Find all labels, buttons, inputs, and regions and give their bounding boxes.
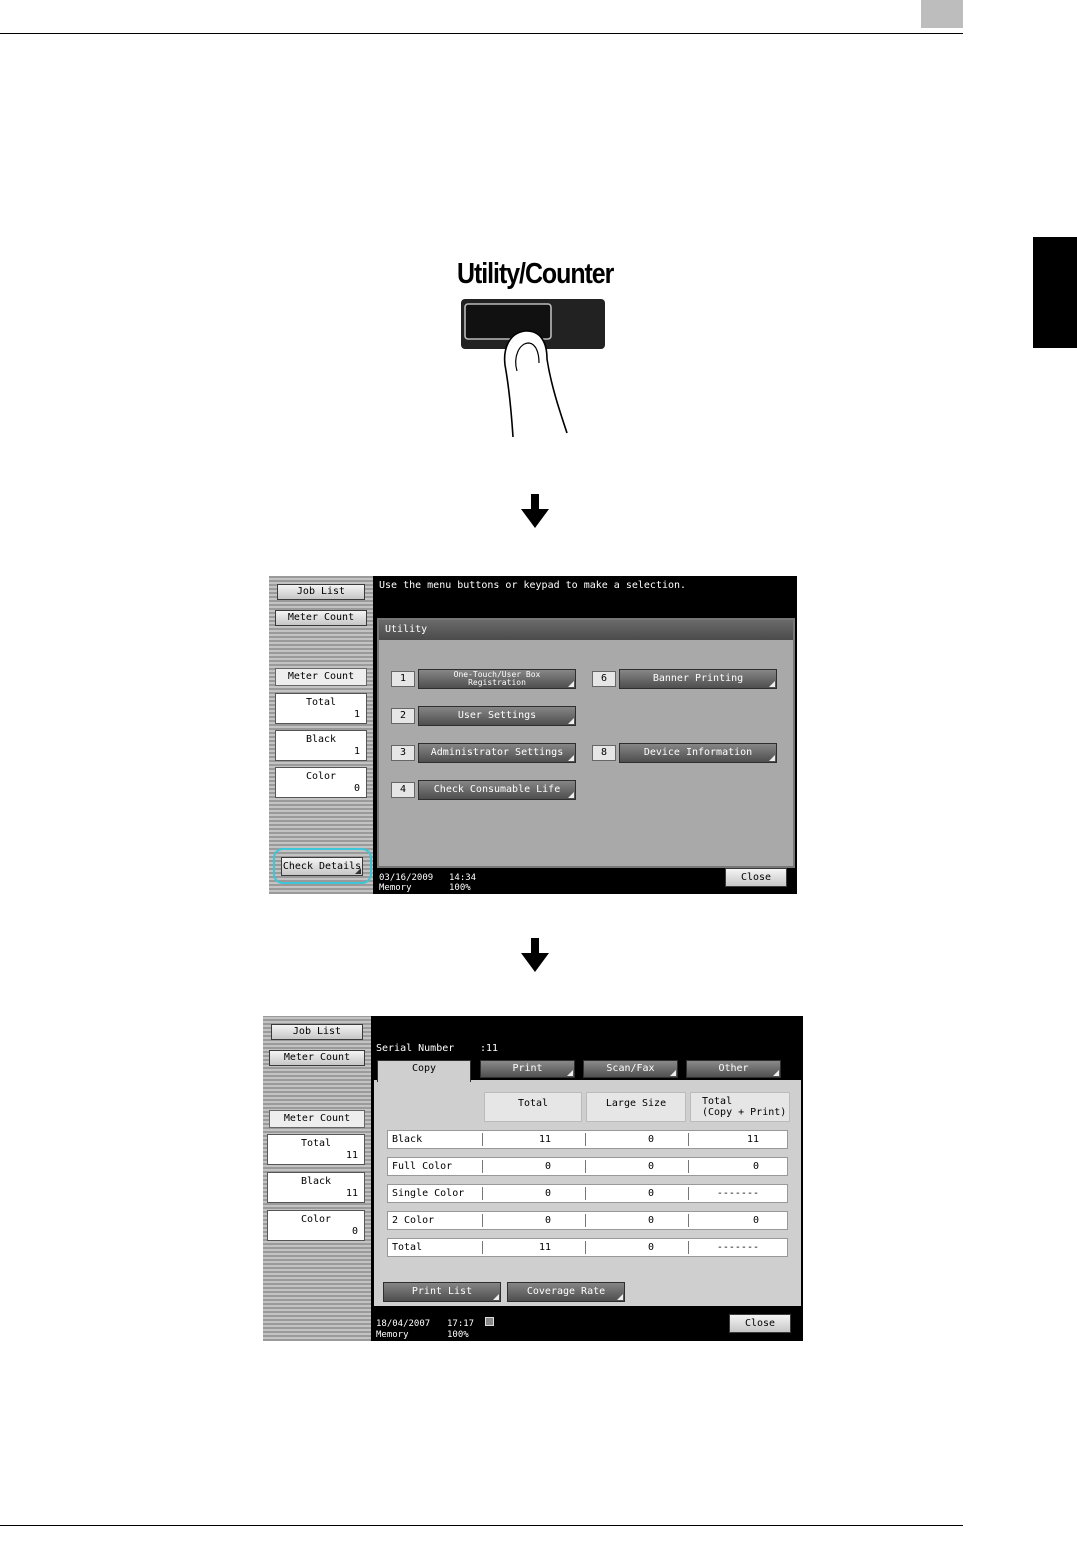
menu-number: 2 [391,708,415,724]
column-header-line2: (Copy + Print) [702,1107,787,1118]
cell-large-size: 0 [647,1242,654,1253]
finger-press-key-icon [455,297,615,439]
counter-black [267,1172,365,1203]
counter-label: Black [300,1176,332,1187]
print-list-button[interactable]: Print List [383,1282,501,1302]
down-arrow-icon [521,938,549,974]
row-label: Total [392,1242,423,1253]
chapter-tab [1033,237,1077,348]
user-settings-button[interactable]: User Settings [418,706,576,726]
counter-label: Black [305,734,337,745]
meter-count-header: Meter Count [275,668,367,686]
cell-large-size: 0 [647,1215,654,1226]
table-row [387,1157,788,1176]
counter-label: Color [305,771,337,782]
cell-copy-print: 11 [746,1134,759,1145]
counter-value: 1 [353,746,360,757]
tab-other[interactable]: Other [686,1060,781,1078]
menu-number: 3 [391,745,415,761]
status-memory-label: Memory [379,883,412,893]
network-status-icon [485,1317,494,1326]
serial-number-label: Serial Number [376,1043,455,1054]
banner-printing-button[interactable]: Banner Printing [619,669,777,689]
status-memory-value: 100% [447,1330,469,1340]
counter-value: 0 [353,783,360,794]
close-button[interactable]: Close [725,868,787,887]
counter-value: 0 [351,1226,358,1237]
menu-number: 1 [391,671,415,687]
status-date: 03/16/2009 [379,873,434,883]
meter-count-header: Meter Count [269,1110,365,1128]
counter-black [275,730,367,761]
counter-value: 1 [353,709,360,720]
cell-copy-print: 0 [752,1215,759,1226]
counter-value: 11 [345,1188,358,1199]
check-details-button[interactable]: Check Details [281,857,363,876]
job-list-button[interactable]: Job List [277,584,365,600]
cell-large-size: 0 [647,1161,654,1172]
tab-scan-fax[interactable]: Scan/Fax [583,1060,678,1078]
meter-count-button[interactable]: Meter Count [269,1050,365,1066]
administrator-settings-button[interactable]: Administrator Settings [418,743,576,763]
serial-number-value: :11 [480,1043,499,1054]
cell-total: 0 [544,1215,551,1226]
cell-total: 0 [544,1188,551,1199]
row-label: Full Color [392,1161,453,1172]
device-information-button[interactable]: Device Information [619,743,777,763]
close-button[interactable]: Close [729,1314,791,1333]
table-row [387,1184,788,1203]
column-header-large-size: Large Size [586,1092,686,1122]
utility-menu-area [377,618,795,868]
job-list-button[interactable]: Job List [271,1024,363,1040]
cell-large-size: 0 [647,1188,654,1199]
counter-color [267,1210,365,1241]
down-arrow-icon [521,494,549,530]
row-label: Black [392,1134,423,1145]
counter-label: Color [300,1214,332,1225]
cell-large-size: 0 [647,1134,654,1145]
cell-total: 0 [544,1161,551,1172]
utility-title: Utility [379,620,793,640]
column-header-total: Total [484,1092,582,1122]
table-row [387,1130,788,1149]
menu-number: 8 [592,745,616,761]
column-header-line1: Total [702,1096,733,1107]
tab-copy[interactable]: Copy [377,1060,471,1082]
status-date: 18/04/2007 [376,1319,431,1329]
status-memory-label: Memory [376,1330,409,1340]
counter-color [275,767,367,798]
utility-screen [269,576,797,894]
cell-total: 11 [538,1242,551,1253]
coverage-rate-button[interactable]: Coverage Rate [507,1282,625,1302]
one-touch-user-box-registration-button[interactable] [418,669,576,689]
counter-label: Total [300,1138,332,1149]
menu-number: 6 [592,671,616,687]
footer-rule [0,1525,963,1526]
row-label: Single Color [392,1188,465,1199]
status-time: 14:34 [449,873,477,883]
cell-total: 11 [538,1134,551,1145]
cell-copy-print: ------- [716,1188,759,1199]
utility-counter-key-label: Utility/Counter [457,258,614,290]
counter-total [267,1134,365,1165]
counter-value: 11 [345,1150,358,1161]
counter-screen [263,1016,803,1341]
table-row [387,1238,788,1257]
menu-label-line1: One-Touch/User Box [453,670,541,679]
counter-label: Total [305,697,337,708]
cell-copy-print: 0 [752,1161,759,1172]
instruction-message: Use the menu buttons or keypad to make a selection. [379,580,687,591]
row-label: 2 Color [392,1215,435,1226]
tab-print[interactable]: Print [480,1060,575,1078]
menu-label-line2: Registration [468,678,526,687]
cell-copy-print: ------- [716,1242,759,1253]
table-row [387,1211,788,1230]
column-header-total-copy-print [690,1092,790,1122]
meter-count-button[interactable]: Meter Count [275,610,367,626]
page-corner-marker [921,0,963,28]
check-consumable-life-button[interactable]: Check Consumable Life [418,780,576,800]
status-time: 17:17 [447,1319,475,1329]
counter-total [275,693,367,724]
status-memory-value: 100% [449,883,471,893]
header-rule [0,33,963,34]
menu-number: 4 [391,782,415,798]
